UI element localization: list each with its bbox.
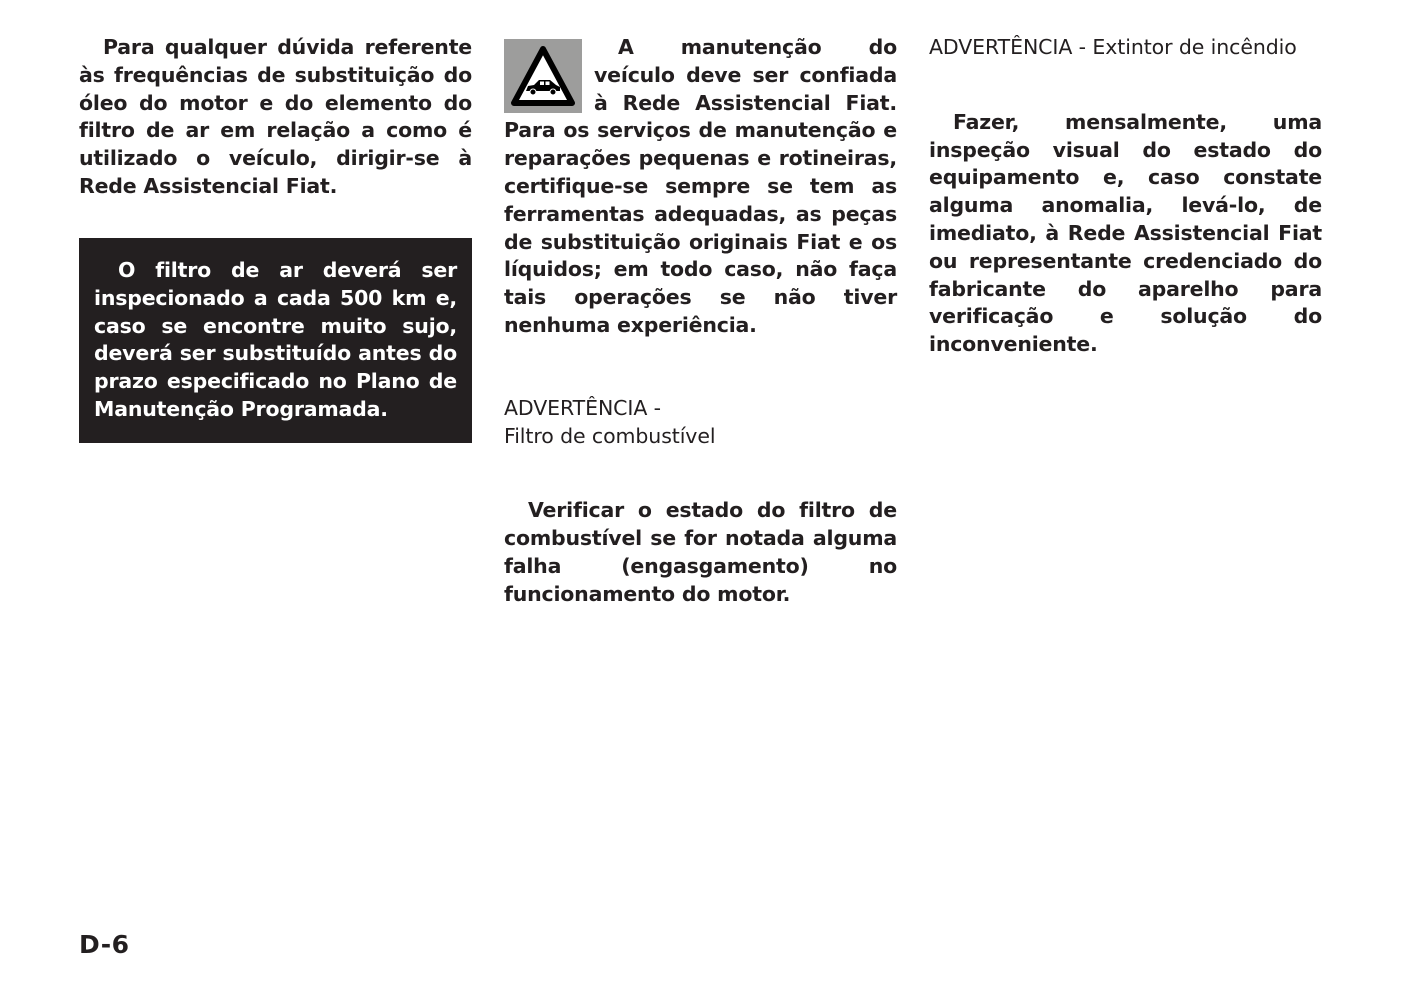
extinguisher-paragraph: Fazer, mensalmente, uma inspeção visual do estado do equipamento e, caso constate alguma anomalia, levá-lo, de imediato, à Rede Assistencial Fiat ou representante credenciado do fabricante do aparelho para verificação e solução do inconveniente. xyxy=(929,109,1322,357)
page-number: D-6 xyxy=(79,930,130,959)
fuel-filter-heading-line2: Filtro de combustível xyxy=(504,423,716,448)
left-column xyxy=(79,34,472,201)
air-filter-note-box xyxy=(79,238,472,443)
right-column xyxy=(929,34,1322,359)
extinguisher-heading: ADVERTÊNCIA - Extintor de incêndio xyxy=(929,35,1297,59)
fuel-filter-heading-line1: ADVERTÊNCIA - xyxy=(504,395,661,420)
maintenance-paragraph: A manutenção do veículo deve ser confiada à Rede Assistencial Fiat. Para os serviços de manutenção e reparações pequenas e rotineiras, certifique-se sempre se tem as ferramentas adequadas, as peças de substituição originais Fiat e os líquidos; em todo caso, não faça tais operações se não tiver nenhuma experiência. xyxy=(504,35,897,337)
fuel-filter-paragraph: Verificar o estado do filtro de combustível se for notada alguma falha (engasgamento) no funcionamento do motor. xyxy=(504,498,897,606)
middle-column xyxy=(504,34,897,609)
intro-paragraph: Para qualquer dúvida referente às frequências de substituição do óleo do motor e do elemento do filtro de ar em relação a como é utilizado o veículo, dirigir-se à Rede Assistencial Fiat. xyxy=(79,35,472,198)
note-box-text: O filtro de ar deverá ser inspecionado a cada 500 km e, caso se encontre muito sujo, deverá ser substituído antes do prazo especificado no Plano de Manutenção Programada. xyxy=(94,258,457,421)
warning-triangle-car-icon xyxy=(504,39,582,113)
